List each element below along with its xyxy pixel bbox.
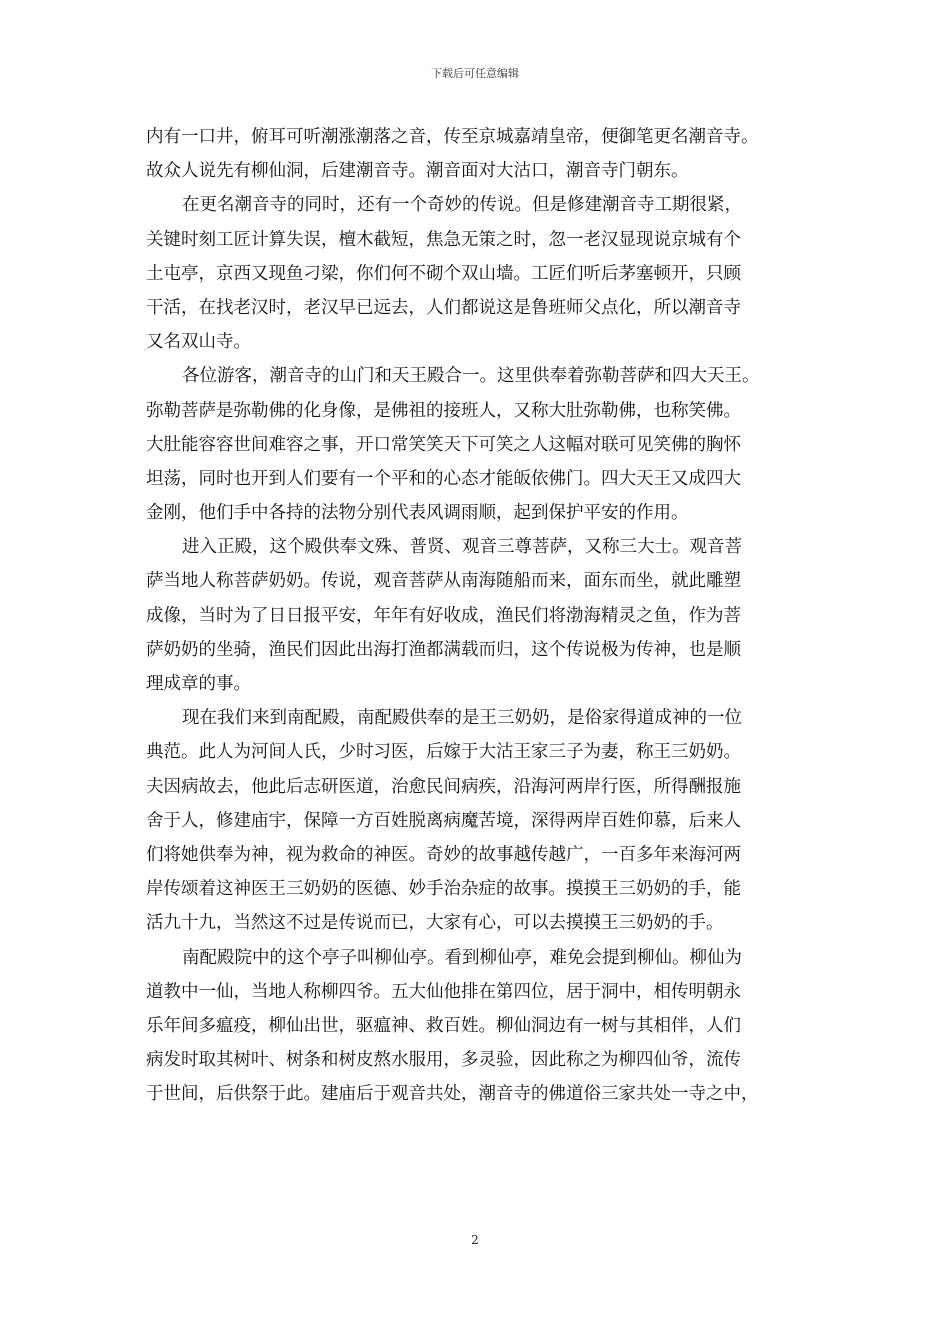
- text-line: 典范。此人为河间人氏，少时习医，后嫁于大沽王家三子为妻，称王三奶奶。: [146, 742, 741, 763]
- document-body: [146, 120, 826, 1111]
- text-line: 弥勒菩萨是弥勒佛的化身像，是佛祖的接班人，又称大肚弥勒佛，也称笑佛。: [146, 400, 741, 421]
- paragraph-start-line: 进入正殿，这个殿供奉文殊、普贤、观音三尊菩萨，又称三大士。观音菩: [182, 537, 742, 558]
- text-line: 土屯亭，京西又现鱼刁梁，你们何不砌个双山墙。工匠们听后茅塞顿开，只顾: [146, 263, 741, 284]
- paragraph-start-line: 在更名潮音寺的同时，还有一个奇妙的传说。但是修建潮音寺工期很紧，: [182, 195, 742, 216]
- text-line: 病发时取其树叶、树条和树皮熬水服用，多灵验，因此称之为柳四仙爷，流传: [146, 1050, 741, 1071]
- text-line: 又名双山寺。: [146, 332, 251, 353]
- text-line: 活九十九，当然这不过是传说而已，大家有心，可以去摸摸王三奶奶的手。: [146, 913, 724, 934]
- text-line: 萨当地人称菩萨奶奶。传说，观音菩萨从南海随船而来，面东而坐，就此雕塑: [146, 571, 741, 592]
- text-line: 们将她供奉为神，视为救命的神医。奇妙的故事越传越广，一百多年来海河两: [146, 844, 741, 865]
- page-number: 2: [471, 1233, 479, 1247]
- text-line: 岸传颂着这神医王三奶奶的医德、妙手治杂症的故事。摸摸王三奶奶的手，能: [146, 879, 741, 900]
- paragraph-start-line: 南配殿院中的这个亭子叫柳仙亭。看到柳仙亭，难免会提到柳仙。柳仙为: [182, 947, 742, 968]
- text-line: 干活，在找老汉时，老汉早已远去，人们都说这是鲁班师父点化，所以潮音寺: [146, 297, 741, 318]
- page-header: 下载后可任意编辑: [431, 67, 519, 80]
- text-line: 萨奶奶的坐骑，渔民们因此出海打渔都满载而归，这个传说极为传神，也是顺: [146, 639, 741, 660]
- text-line: 道教中一仙，当地人称柳四爷。五大仙他排在第四位，居于洞中，相传明朝永: [146, 981, 741, 1002]
- text-line: 成像，当时为了日日报平安，年年有好收成，渔民们将渤海精灵之鱼，作为菩: [146, 605, 741, 626]
- text-line: 乐年间多瘟疫，柳仙出世，驱瘟神、救百姓。柳仙洞边有一树与其相伴，人们: [146, 1015, 741, 1036]
- text-line: 关键时刻工匠计算失误，檀木截短，焦急无策之时，忽一老汉显现说京城有个: [146, 229, 741, 250]
- text-line: 金刚，他们手中各持的法物分别代表风调雨顺，起到保护平安的作用。: [146, 503, 689, 524]
- text-line: 理成章的事。: [146, 674, 251, 694]
- text-line: 坦荡，同时也开到人们要有一个平和的心态才能皈依佛门。四大天王又成四大: [146, 468, 741, 489]
- text-line: 于世间，后供祭于此。建庙后于观音共处，潮音寺的佛道俗三家共处一寺之中，: [146, 1084, 759, 1105]
- text-line: 故众人说先有柳仙洞，后建潮音寺。潮音面对大沽口，潮音寺门朝东。: [146, 161, 689, 182]
- text-line: 大肚能容容世间难容之事，开口常笑笑天下可笑之人这幅对联可见笑佛的胸怀: [146, 434, 741, 455]
- text-line: 夫因病故去，他此后志研医道，治愈民间病疾，沿海河两岸行医，所得酬报施: [146, 776, 741, 797]
- text-line: 内有一口井，俯耳可听潮涨潮落之音，传至京城嘉靖皇帝，便御笔更名潮音寺。: [146, 127, 759, 147]
- paragraph-start-line: 各位游客，潮音寺的山门和天王殿合一。这里供奉着弥勒菩萨和四大天王。: [182, 366, 760, 387]
- text-line: 舍于人，修建庙宇，保障一方百姓脱离病魔苦境，深得两岸百姓仰慕，后来人: [146, 810, 741, 831]
- paragraph-start-line: 现在我们来到南配殿，南配殿供奉的是王三奶奶，是俗家得道成神的一位: [182, 708, 742, 729]
